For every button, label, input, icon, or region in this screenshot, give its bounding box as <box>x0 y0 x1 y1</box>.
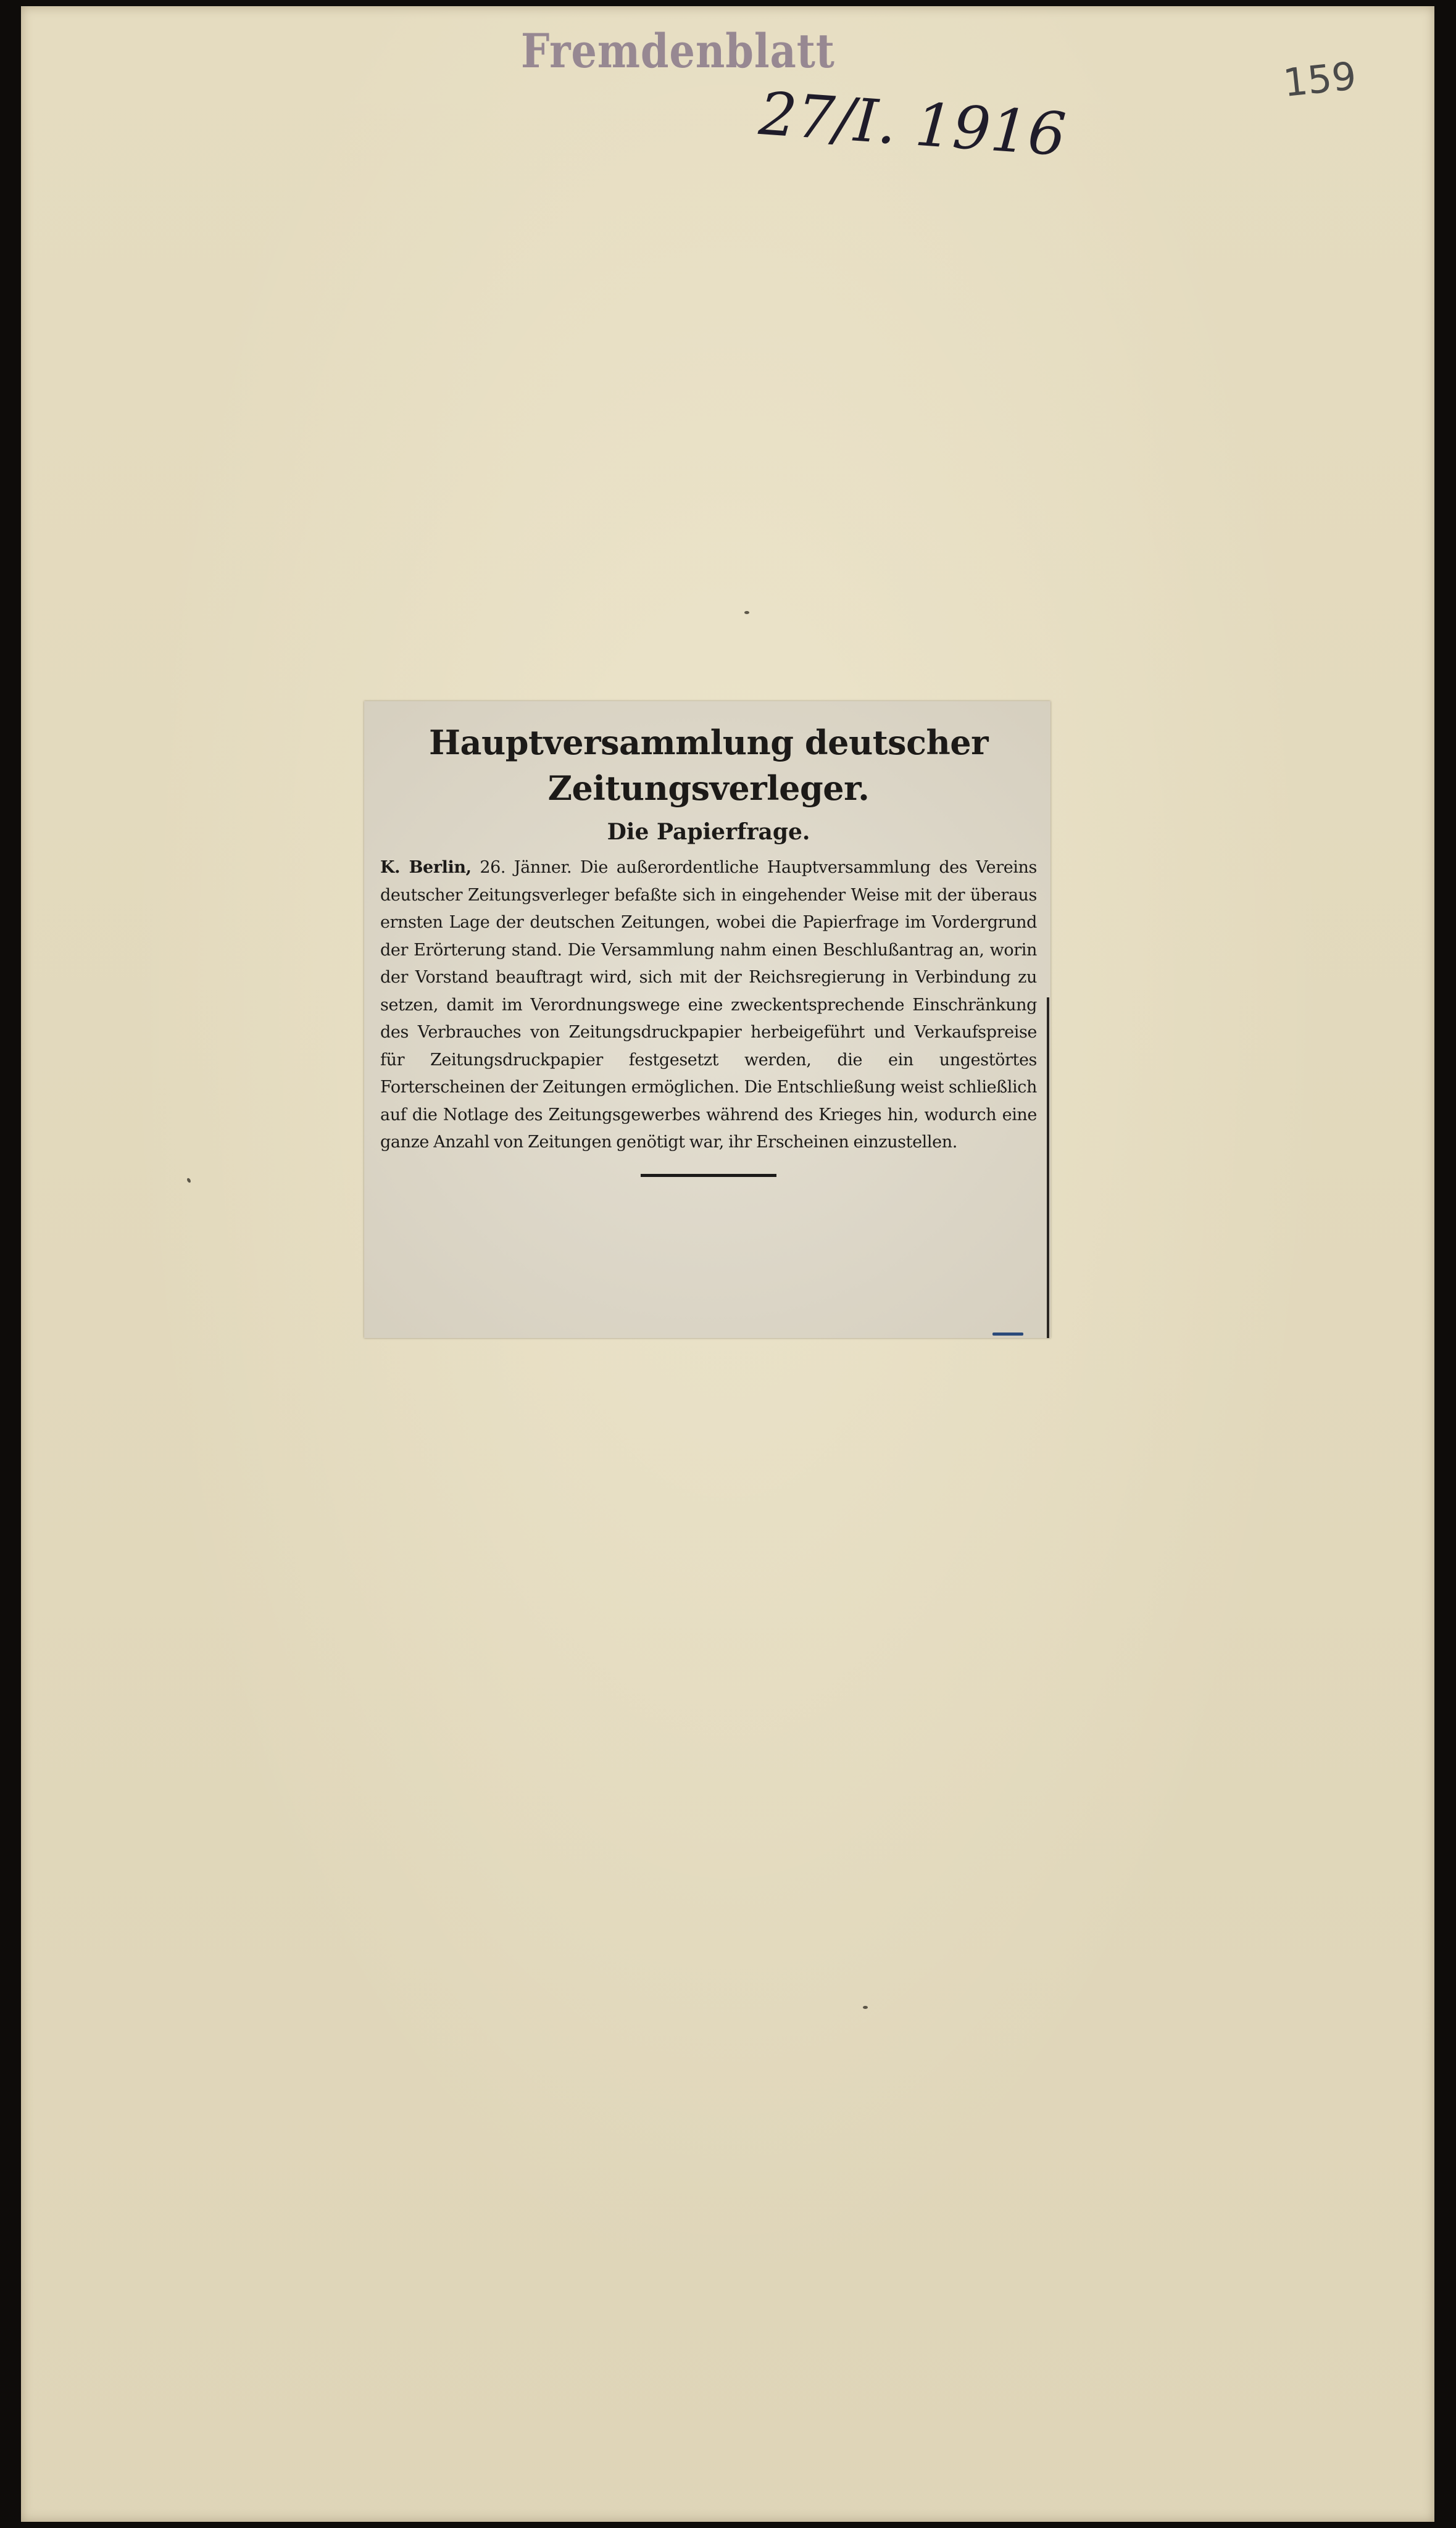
column-rule <box>1047 997 1049 1338</box>
folio-number: 159 <box>1281 53 1358 106</box>
article-body <box>380 854 1037 1157</box>
newspaper-clipping <box>364 701 1050 1338</box>
article-end-rule <box>641 1174 776 1177</box>
article-headline: Hauptversammlung deutscher Zeitungsverleger. <box>428 723 989 808</box>
handwritten-date: 27/I. 1916 <box>757 79 1068 170</box>
newspaper-source-stamp: Fremdenblatt <box>521 23 835 78</box>
paper-speck <box>744 611 749 614</box>
article-text: 26. Jänner. Die außerordentliche Hauptversammlung des Vereins deutscher Zeitungsverleger befaßte sich in eingehender Weise mit der überaus ernsten Lage der deutschen Zeitungen, wobei die Papierfrage im Vordergrund der Erörterung stand. Die Versammlung nahm einen Beschlußantrag an, worin der Vorstand beauftragt wird, sich mit der Reichsregierung in Verbindung zu setzen, damit im Verordnungswege eine zweckentsprechende Einschränkung des Verbrauches von Zeitungsdruckpapier herbeigeführt und Verkaufspreise für Zeitungsdruckpapier festgesetzt werden, die ein ungestörtes Forterscheinen der Zeitungen ermöglichen. Die Entschließung weist schließlich auf die Notlage des Zeitungsgewerbes während des Krieges hin, wodurch eine ganze Anzahl von Zeitungen genötigt war, ihr Erscheinen einzustellen. <box>380 858 1037 1152</box>
article-subheadline: Die Papierfrage. <box>607 819 810 845</box>
archive-sheet <box>21 6 1434 2522</box>
paper-speck <box>863 2006 868 2009</box>
paper-speck <box>186 1178 191 1183</box>
article-dateline: K. Berlin, <box>380 858 472 877</box>
blue-pencil-mark <box>992 1333 1023 1336</box>
